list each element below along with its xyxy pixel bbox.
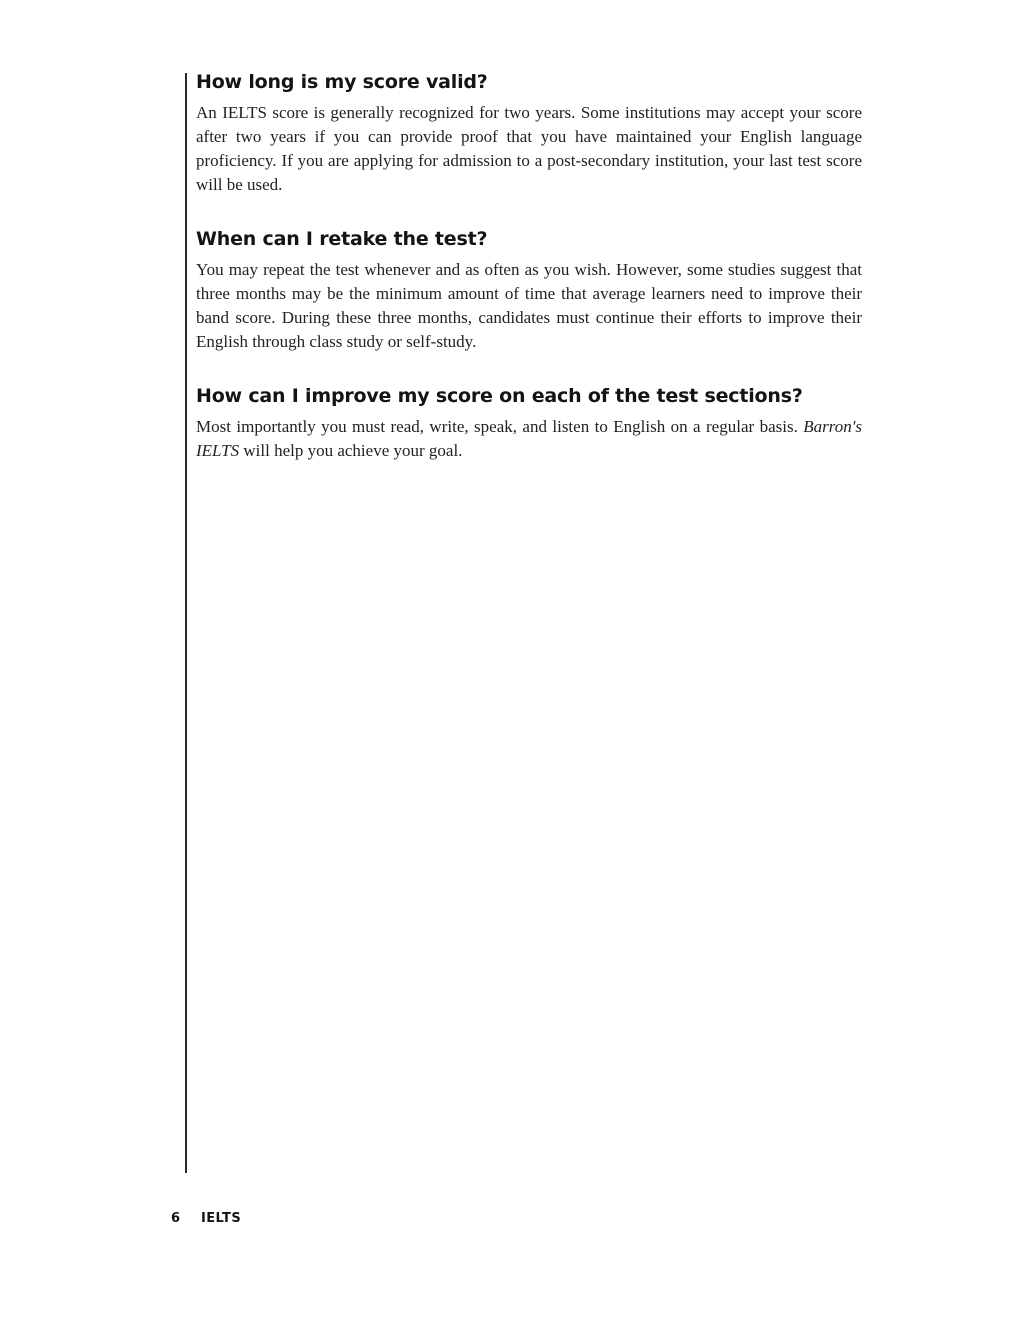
paragraph-text-end: will help you achieve your goal. <box>243 441 463 460</box>
running-title: IELTS <box>201 1211 242 1226</box>
page-footer <box>171 1211 241 1226</box>
section-heading: How can I improve my score on each of the test sections? <box>196 385 803 407</box>
paragraph-text: Most importantly you must read, write, speak, and listen to English on a regular basis. <box>196 417 798 436</box>
section-paragraph: You may repeat the test whenever and as often as you wish. However, some studies suggest that three months may be the minimum amount of time that average learners need to improve their band score. During these three months, candidates must continue their efforts to improve their English through class study or self-study. <box>196 260 862 351</box>
faq-section-improve-score <box>196 384 862 463</box>
faq-section-retake <box>196 227 862 354</box>
book-title: Barron's IELTS <box>196 417 862 460</box>
section-paragraph: An IELTS score is generally recognized for two years. Some institutions may accept your score after two years if you can provide proof that you have maintained your English language proficiency. If you are applying for admission to a post-secondary institution, your last test score will be used. <box>196 103 862 194</box>
section-heading: When can I retake the test? <box>196 228 488 250</box>
page-number: 6 <box>171 1211 181 1226</box>
faq-section-score-validity <box>196 70 862 197</box>
section-heading: How long is my score valid? <box>196 71 488 93</box>
section-paragraph <box>196 415 862 463</box>
page-content <box>196 70 862 493</box>
margin-rule <box>185 73 187 1173</box>
